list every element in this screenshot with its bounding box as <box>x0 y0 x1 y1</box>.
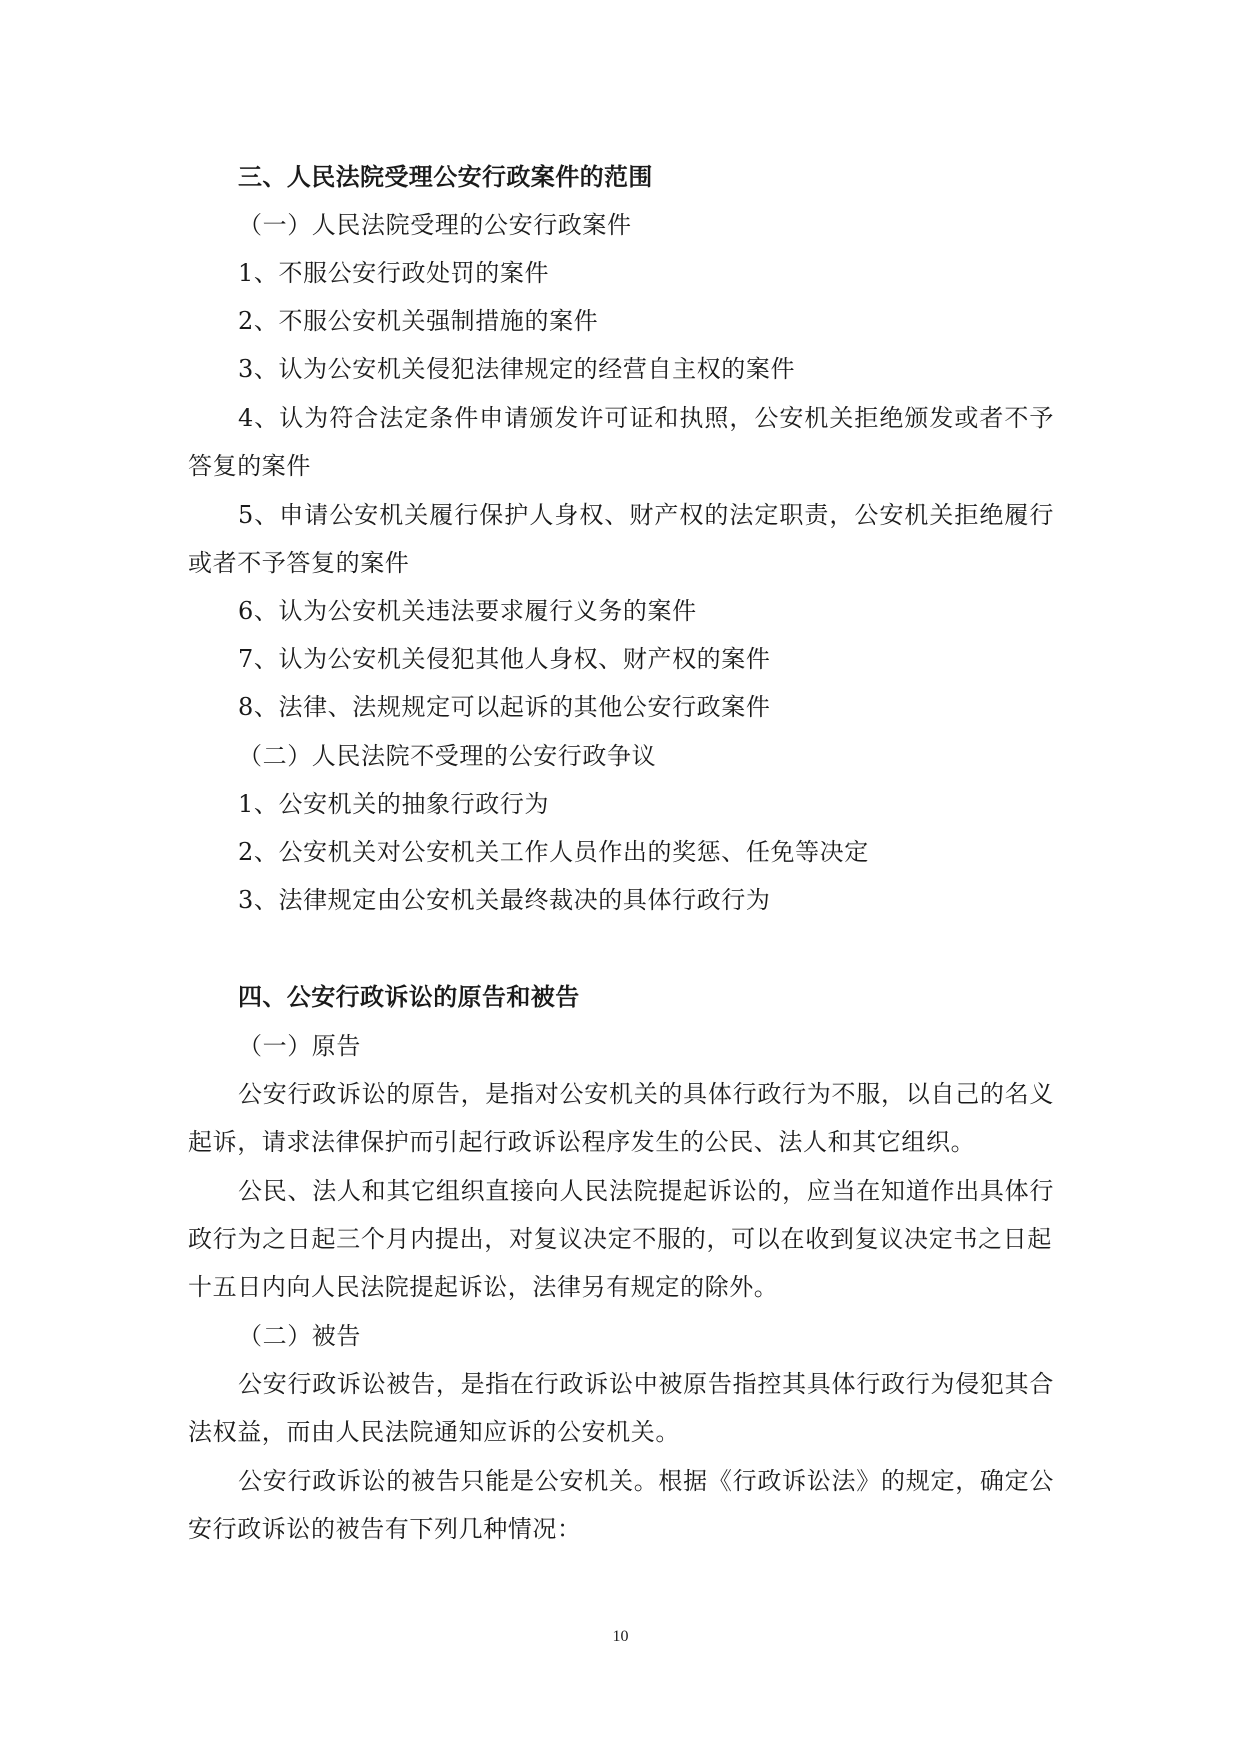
paragraph-line: 起诉，请求法律保护而引起行政诉讼程序发生的公民、法人和其它组织。 <box>188 1128 976 1156</box>
section-heading-3: 三、人民法院受理公安行政案件的范围 <box>238 163 653 191</box>
list-item: 4、认为符合法定条件申请颁发许可证和执照，公安机关拒绝颁发或者不予 <box>238 404 1054 432</box>
list-item: 2、不服公安机关强制措施的案件 <box>238 307 599 335</box>
paragraph-line: 公民、法人和其它组织直接向人民法院提起诉讼的，应当在知道作出具体行 <box>238 1177 1054 1205</box>
page-number: 10 <box>612 1628 629 1645</box>
list-item: 6、认为公安机关违法要求履行义务的案件 <box>238 597 697 625</box>
section-heading-4: 四、公安行政诉讼的原告和被告 <box>238 983 580 1011</box>
subheading-3-2: （二）人民法院不受理的公安行政争议 <box>238 742 657 770</box>
list-item: 1、公安机关的抽象行政行为 <box>238 790 550 818</box>
paragraph-line: 公安行政诉讼的被告只能是公安机关。根据《行政诉讼法》的规定，确定公 <box>238 1467 1054 1495</box>
list-item: 2、公安机关对公安机关工作人员作出的奖惩、任免等决定 <box>238 838 869 866</box>
list-item: 1、不服公安行政处罚的案件 <box>238 259 550 287</box>
paragraph-line: 法权益，而由人民法院通知应诉的公安机关。 <box>188 1418 680 1446</box>
paragraph-line: 公安行政诉讼的原告，是指对公安机关的具体行政行为不服，以自己的名义 <box>238 1080 1054 1108</box>
list-item: 5、申请公安机关履行保护人身权、财产权的法定职责，公安机关拒绝履行 <box>238 501 1054 529</box>
paragraph-line: 公安行政诉讼被告，是指在行政诉讼中被原告指控其具体行政行为侵犯其合 <box>238 1370 1054 1398</box>
paragraph-line: 政行为之日起三个月内提出，对复议决定不服的，可以在收到复议决定书之日起 <box>188 1225 1052 1253</box>
paragraph-line: 安行政诉讼的被告有下列几种情况： <box>188 1515 582 1543</box>
subheading-3-1: （一）人民法院受理的公安行政案件 <box>238 211 632 239</box>
list-item: 8、法律、法规规定可以起诉的其他公安行政案件 <box>238 693 771 721</box>
list-item: 7、认为公安机关侵犯其他人身权、财产权的案件 <box>238 645 771 673</box>
list-item: 3、法律规定由公安机关最终裁决的具体行政行为 <box>238 886 771 914</box>
subheading-4-2: （二）被告 <box>238 1322 361 1350</box>
list-item-continuation: 答复的案件 <box>188 452 311 480</box>
list-item-continuation: 或者不予答复的案件 <box>188 549 410 577</box>
paragraph-line: 十五日内向人民法院提起诉讼，法律另有规定的除外。 <box>188 1273 779 1301</box>
list-item: 3、认为公安机关侵犯法律规定的经营自主权的案件 <box>238 355 796 383</box>
subheading-4-1: （一）原告 <box>238 1032 361 1060</box>
